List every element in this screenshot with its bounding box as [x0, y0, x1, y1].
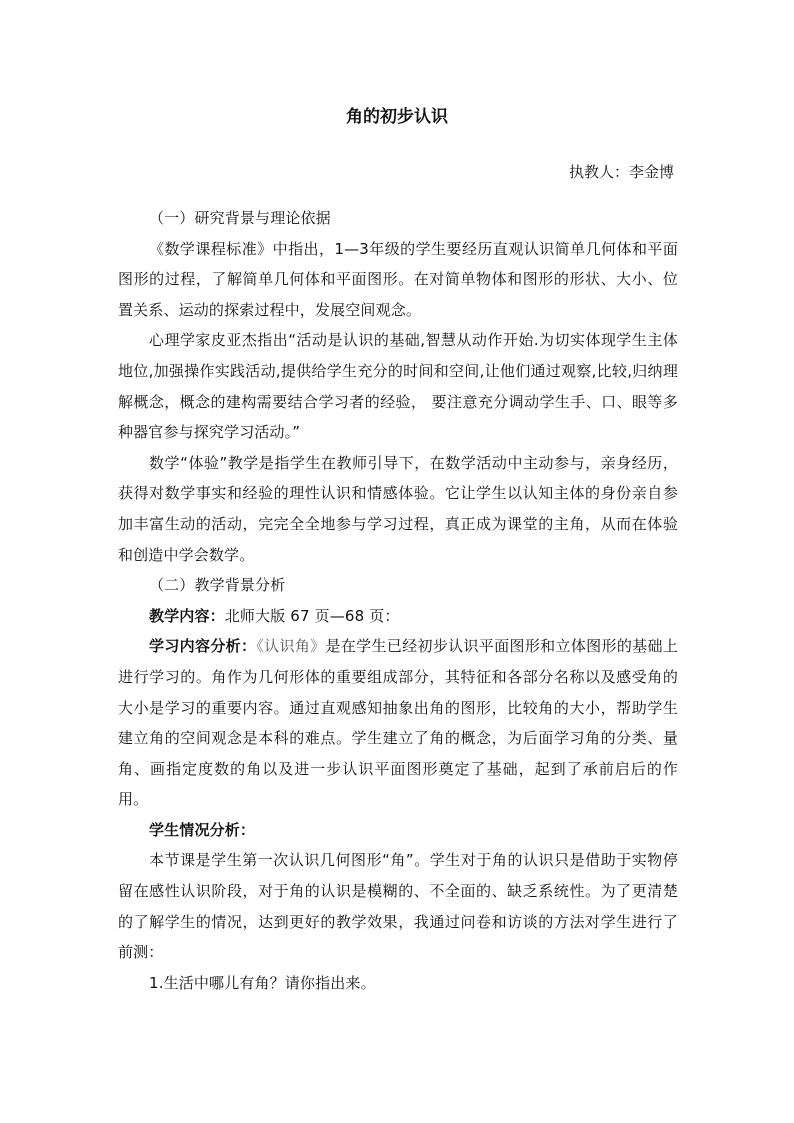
content-analysis-label: 学习内容分析：: [149, 637, 257, 656]
paragraph-teaching-content: [118, 601, 678, 632]
section-heading-background: （一）研究背景与理论依据: [149, 209, 331, 227]
pretest-question-1: 1.生活中哪儿有角？请你指出来。: [149, 973, 376, 992]
paragraph-experience-teaching: 数学“体验”教学是指学生在教师引导下，在数学活动中主动参与，亲身经历，获得对数学事实和经验的理性认识和情感体验。它让学生以认知主体的身份亲自参加丰富生动的活动，完完全全地参与学习过程，真正成为课堂的主角，从而在体验和创造中学会数学。: [118, 453, 678, 564]
paragraph-curriculum-standard: 《数学课程标准》中指出，1—3年级的学生要经历直观认识简单几何体和平面图形的过程，了解简单几何体和平面图形。在对简单物体和图形的形状、大小、位置关系、运动的探索过程中，发展空间观念。: [118, 239, 678, 319]
document-body: [118, 203, 678, 998]
teaching-content-text: 北师大版 67 页—68 页：: [224, 606, 400, 625]
content-analysis-text: 是在学生已经初步认识平面图形和立体图形的基础上进行学习的。角作为几何形体的重要组成部分，其特征和各部分名称以及感受角的大小是学习的重要内容。通过直观感知抽象出角的图形，比较角的大小，帮助学生建立角的空间观念是本科的难点。学生建立了角的概念，为后面学习角的分类、量角、画指定度数的角以及进一步认识平面图形奠定了基础，起到了承前启后的作用。: [118, 637, 678, 809]
student-analysis-label: 学生情况分析：: [149, 820, 256, 839]
document-title: 角的初步认识: [346, 107, 448, 127]
paragraph-student-analysis: 本节课是学生第一次认识几何图形“角”。学生对于角的认识只是借助于实物停留在感性认识阶段，对于角的认识是模糊的、不全面的、缺乏系统性。为了更清楚的了解学生的情况，达到更好的教学效果，我通过问卷和访谈的方法对学生进行了前测：: [118, 851, 678, 962]
teaching-content-label: 教学内容：: [149, 606, 225, 625]
section-heading-teaching-background: （二）教学背景分析: [149, 576, 286, 595]
paragraph-content-analysis: [118, 631, 678, 815]
content-analysis-book-title: 《认识角》: [256, 637, 326, 656]
paragraph-student-analysis-heading: [118, 815, 678, 846]
teacher-name: 执教人：李金博: [568, 163, 674, 181]
paragraph-piaget: 心理学家皮亚杰指出“活动是认识的基础,智慧从动作开始.为切实体现学生主体地位,加强操作实践活动,提供给学生充分的时间和空间,让他们通过观察,比较,归纳理解概念，概念的建构需要结合学习者的经验， 要注意充分调动学生手、口、眼等多种器官参与探究学习活动。”: [118, 331, 678, 442]
